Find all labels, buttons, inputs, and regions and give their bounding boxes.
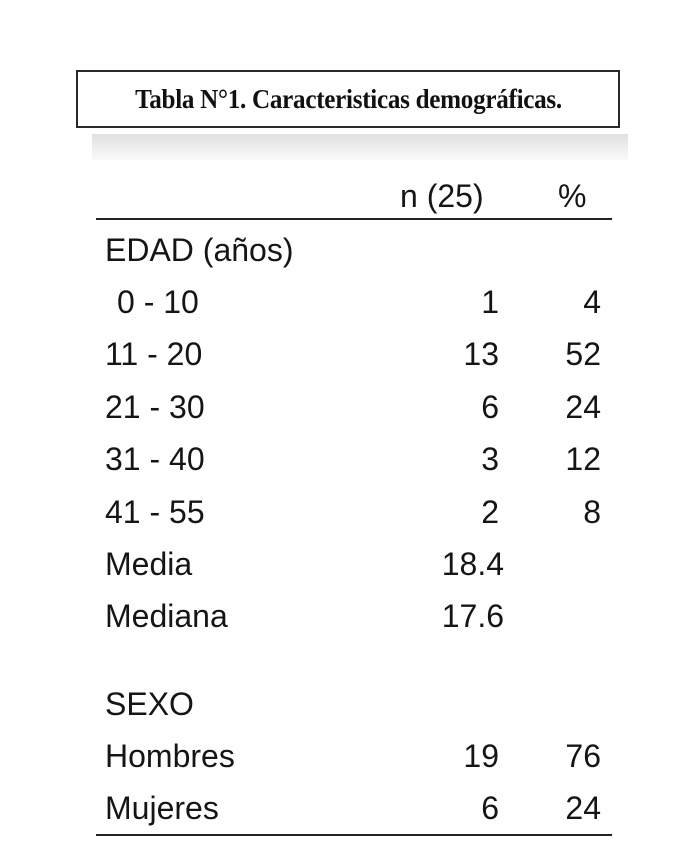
header-rule	[96, 218, 612, 220]
table-title-box	[76, 70, 620, 128]
row-value-media: 18.4	[441, 546, 504, 582]
row-n-mujeres: 6	[481, 790, 499, 826]
row-label-age-21-30: 21 - 30	[105, 389, 205, 425]
row-pct-hombres: 76	[565, 738, 601, 774]
row-label-age-41-55: 41 - 55	[105, 494, 205, 530]
row-label-hombres: Hombres	[105, 738, 235, 774]
title-shadow	[92, 134, 628, 160]
row-label-age-31-40: 31 - 40	[105, 441, 205, 477]
row-label-age-0-10: 0 - 10	[117, 284, 199, 320]
header-percent: %	[558, 178, 587, 214]
bottom-rule	[96, 834, 612, 836]
row-n-hombres: 19	[463, 738, 499, 774]
row-pct-age-21-30: 24	[565, 389, 601, 425]
row-pct-age-31-40: 12	[565, 441, 601, 477]
row-n-age-41-55: 2	[481, 494, 499, 530]
row-pct-age-41-55: 8	[583, 494, 601, 530]
section-label-sexo: SEXO	[105, 686, 194, 722]
row-n-age-11-20: 13	[463, 336, 499, 372]
row-n-age-31-40: 3	[481, 441, 499, 477]
row-n-age-0-10: 1	[481, 284, 499, 320]
row-value-mediana: 17.6	[441, 598, 504, 634]
row-n-age-21-30: 6	[481, 389, 499, 425]
row-pct-mujeres: 24	[565, 790, 601, 826]
row-label-mujeres: Mujeres	[105, 790, 219, 826]
row-label-mediana: Mediana	[105, 598, 228, 634]
table-title: Tabla N°1. Caracteristicas demográficas.	[134, 83, 562, 114]
header-n: n (25)	[400, 178, 484, 214]
section-label-edad: EDAD (años)	[105, 232, 294, 268]
row-label-media: Media	[105, 546, 193, 582]
row-pct-age-11-20: 52	[565, 336, 601, 372]
row-pct-age-0-10: 4	[583, 284, 601, 320]
row-label-age-11-20: 11 - 20	[105, 336, 203, 372]
